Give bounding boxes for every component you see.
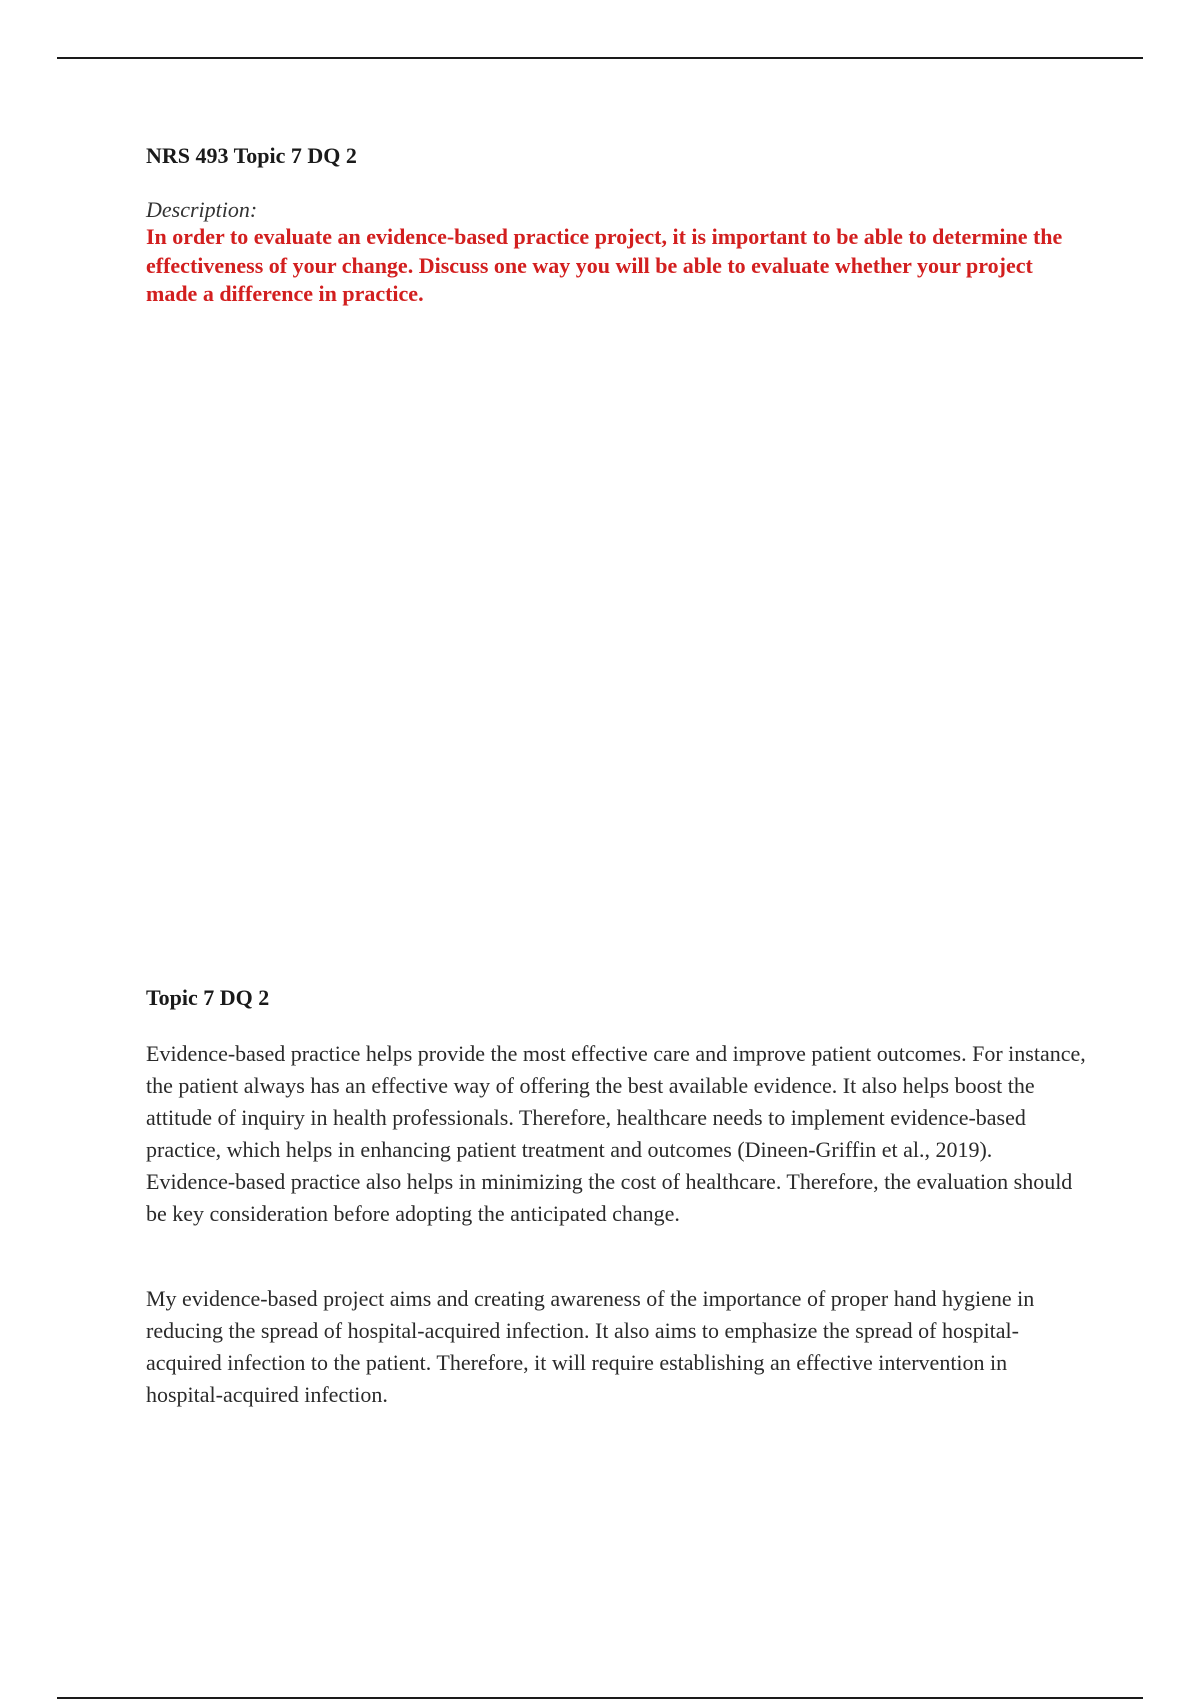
body-paragraph-1: Evidence-based practice helps provide the most effective care and improve patient outcomes. For instance, the patient always has an effective way of offering the best available evidence. It also helps boost the attitude of inquiry in health professionals. Therefore, healthcare needs to implement evidence-based practice, which helps in enhancing patient treatment and outcomes (Dineen-Griffin et al., 2019). Evidence-based practice also helps in minimizing the cost of healthcare. Therefore, the evaluation should be key consideration before adopting the anticipated change. (146, 1041, 1086, 1226)
section-heading: Topic 7 DQ 2 (146, 985, 270, 1010)
description-text: In order to evaluate an evidence-based practice project, it is important to be able to determine the effectiveness of your change. Discuss one way you will be able to evaluate whether your project made a difference in practice. (146, 224, 1063, 306)
page-top-rule (57, 57, 1143, 59)
body-paragraph-2: My evidence-based project aims and creating awareness of the importance of proper hand hygiene in reducing the spread of hospital-acquired infection. It also aims to emphasize the spread of hospital-acquired infection to the patient. Therefore, it will require establishing an effective intervention in hospital-acquired infection. (146, 1286, 1035, 1407)
page-bottom-rule (57, 1697, 1143, 1699)
description-label: Description: (146, 197, 258, 222)
document-title: NRS 493 Topic 7 DQ 2 (146, 143, 357, 168)
